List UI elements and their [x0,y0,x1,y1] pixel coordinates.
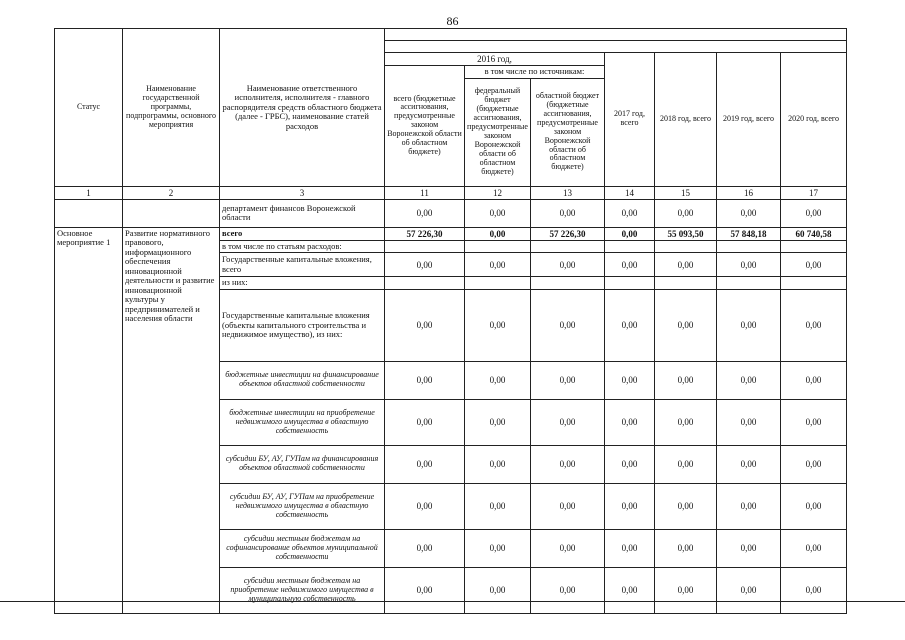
value-cell: 0,00 [465,253,531,277]
value-cell: 0,00 [717,445,781,483]
value-cell: 0,00 [781,483,847,529]
value-cell: 0,00 [655,199,717,227]
sub-row-label: субсидии БУ, АУ, ГУПам на финансирования объектов областной собственности [220,445,385,483]
header-total-2016: всего (бюджетные ассигнования, предусмотренные законом Воронежской области об областном бюджете) [385,66,465,187]
value-cell: 57 848,18 [717,227,781,240]
value-cell: 0,00 [717,199,781,227]
value-cell: 0,00 [531,483,605,529]
col-num: 12 [465,186,531,199]
empty-cell [531,277,605,290]
value-cell: 0,00 [655,483,717,529]
value-cell: 0,00 [605,529,655,567]
col-num: 15 [655,186,717,199]
value-cell: 0,00 [717,483,781,529]
event-status: Основное мероприятие 1 [55,227,123,613]
column-numbers-row [55,186,847,199]
of-them-label: из них: [220,277,385,290]
value-cell: 0,00 [717,567,781,613]
empty-cell [465,277,531,290]
header-federal: федеральный бюджет (бюджетные ассигнования, предусмотренные законом Воронежской области об областном бюджете) [465,78,531,186]
page-bottom-rule [0,601,905,602]
value-cell: 0,00 [655,289,717,361]
value-cell: 0,00 [465,289,531,361]
value-cell: 0,00 [655,567,717,613]
header-year-2016: 2016 год, [385,53,605,66]
value-cell: 0,00 [655,399,717,445]
sub-row-label: субсидии БУ, АУ, ГУПам на приобретение недвижимого имущества в областную собственность [220,483,385,529]
col-num: 2 [123,186,220,199]
sub-row-label: бюджетные инвестиции на финансирование объектов областной собственности [220,361,385,399]
value-cell: 0,00 [531,399,605,445]
value-cell: 0,00 [605,227,655,240]
value-cell: 0,00 [655,361,717,399]
empty-cell [781,240,847,253]
value-cell: 0,00 [717,253,781,277]
col-num: 1 [55,186,123,199]
dept-program-cell [123,199,220,227]
budget-table [54,28,847,614]
value-cell: 57 226,30 [385,227,465,240]
value-cell: 0,00 [531,361,605,399]
value-cell: 0,00 [385,399,465,445]
value-cell: 0,00 [605,445,655,483]
header-blank-top [385,29,847,41]
value-cell: 0,00 [781,445,847,483]
empty-cell [781,277,847,290]
by-articles-label: в том числе по статьям расходов: [220,240,385,253]
total-label: всего [220,227,385,240]
empty-cell [655,277,717,290]
value-cell: 0,00 [781,289,847,361]
value-cell: 0,00 [781,199,847,227]
col-num: 16 [717,186,781,199]
value-cell: 0,00 [781,361,847,399]
value-cell: 60 740,58 [781,227,847,240]
value-cell: 0,00 [465,399,531,445]
value-cell: 55 093,50 [655,227,717,240]
sub-row-label: субсидии местным бюджетам на приобретение недвижимого имущества в муниципальную собственность [220,567,385,613]
value-cell: 0,00 [605,289,655,361]
event-name: Развитие нормативного правового, информационного обеспечения инновационной деятельности и развитие инновационной культуры у предпринимателей и населения области [123,227,220,613]
value-cell: 0,00 [465,529,531,567]
header-sources: в том числе по источникам: [465,66,605,79]
col-num: 14 [605,186,655,199]
header-blank-second [385,41,847,53]
header-2017: 2017 год, всего [605,53,655,187]
sub-row-label: субсидии местным бюджетам на софинансирование объектов муниципальной собственности [220,529,385,567]
header-executor: Наименование ответственного исполнителя, исполнителя - главного распорядителя средств областного бюджета (далее - ГРБС), наименование статей расходов [220,29,385,187]
value-cell: 0,00 [655,445,717,483]
value-cell: 0,00 [465,445,531,483]
sub-row-label: бюджетные инвестиции на приобретение недвижимого имущества в областную собственность [220,399,385,445]
col-num: 3 [220,186,385,199]
dept-name: департамент финансов Воронежской области [220,199,385,227]
value-cell: 0,00 [531,567,605,613]
col-num: 17 [781,186,847,199]
value-cell: 0,00 [605,399,655,445]
total-row [55,227,847,240]
value-cell: 0,00 [385,567,465,613]
empty-cell [605,240,655,253]
value-cell: 0,00 [385,483,465,529]
col-num: 13 [531,186,605,199]
value-cell: 0,00 [605,483,655,529]
value-cell: 0,00 [531,253,605,277]
empty-cell [717,277,781,290]
value-cell: 0,00 [717,289,781,361]
value-cell: 0,00 [385,361,465,399]
value-cell: 0,00 [385,445,465,483]
value-cell: 57 226,30 [531,227,605,240]
page-number: 86 [446,14,459,28]
dept-status-cell [55,199,123,227]
value-cell: 0,00 [781,399,847,445]
dept-row [55,199,847,227]
header-program: Наименование государственной программы, подпрограммы, основного мероприятия [123,29,220,187]
header-2018: 2018 год, всего [655,53,717,187]
col-num: 11 [385,186,465,199]
value-cell: 0,00 [465,567,531,613]
header-2019: 2019 год, всего [717,53,781,187]
value-cell: 0,00 [465,361,531,399]
empty-cell [531,240,605,253]
empty-cell [385,240,465,253]
value-cell: 0,00 [531,199,605,227]
empty-cell [655,240,717,253]
value-cell: 0,00 [781,253,847,277]
value-cell: 0,00 [605,253,655,277]
value-cell: 0,00 [605,567,655,613]
value-cell: 0,00 [605,361,655,399]
value-cell: 0,00 [781,529,847,567]
value-cell: 0,00 [531,289,605,361]
empty-cell [717,240,781,253]
value-cell: 0,00 [717,361,781,399]
empty-cell [385,277,465,290]
value-cell: 0,00 [655,529,717,567]
value-cell: 0,00 [385,199,465,227]
value-cell: 0,00 [655,253,717,277]
value-cell: 0,00 [385,529,465,567]
value-cell: 0,00 [465,227,531,240]
capital-objects-label: Государственные капитальные вложения (объекты капитального строительства и недвижимое имущество), из них: [220,289,385,361]
value-cell: 0,00 [385,289,465,361]
header-row-1 [55,29,847,41]
header-regional: областной бюджет (бюджетные ассигнования, предусмотренные законом Воронежской области об областном бюджете) [531,78,605,186]
header-status: Статус [55,29,123,187]
value-cell: 0,00 [465,483,531,529]
value-cell: 0,00 [385,253,465,277]
value-cell: 0,00 [605,199,655,227]
value-cell: 0,00 [531,529,605,567]
value-cell: 0,00 [531,445,605,483]
value-cell: 0,00 [465,199,531,227]
value-cell: 0,00 [781,567,847,613]
empty-cell [465,240,531,253]
capital-label: Государственные капитальные вложения, всего [220,253,385,277]
header-2020: 2020 год, всего [781,53,847,187]
value-cell: 0,00 [717,399,781,445]
value-cell: 0,00 [717,529,781,567]
empty-cell [605,277,655,290]
